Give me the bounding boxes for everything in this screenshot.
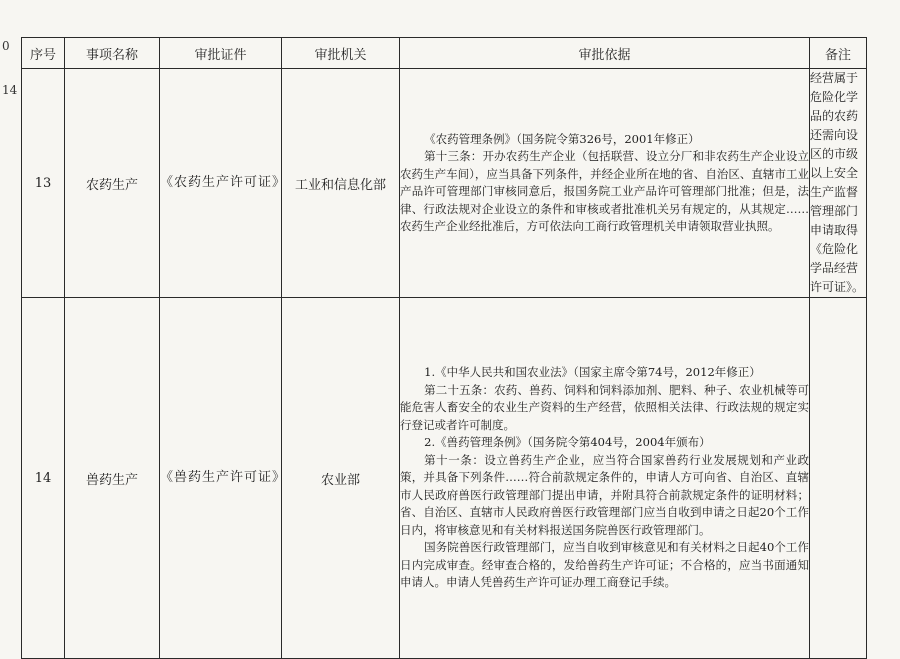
row-basis bbox=[400, 69, 810, 298]
row-authority: 工业和信息化部 bbox=[282, 69, 400, 298]
table-row bbox=[22, 298, 867, 659]
row-item-name: 农药生产 bbox=[65, 69, 160, 298]
row-basis bbox=[400, 298, 810, 659]
basis-paragraph: 2.《兽药管理条例》（国务院令第404号，2004年颁布） bbox=[424, 435, 711, 450]
header-authority: 审批机关 bbox=[282, 38, 400, 69]
basis-paragraph: 第十一条：设立兽药生产企业，应当符合国家兽药行业发展规划和产业政策，并具备下列条件……符合前款规定条件的，申请人方可向省、自治区、直辖市人民政府兽医行政管理部门提出申请，并附具符合前款规定条件的证明材料；省、自治区、直辖市人民政府兽医行政管理部门应当自收到申请之日起20个工作日内，将审核意见和有关材料报送国务院兽医行政管理部门。 bbox=[400, 452, 809, 537]
row-item-name: 兽药生产 bbox=[65, 298, 160, 659]
header-no: 序号 bbox=[22, 38, 65, 69]
row-no: 13 bbox=[22, 69, 65, 298]
row-certificate: 《农药生产许可证》 bbox=[160, 69, 282, 298]
header-certificate: 审批证件 bbox=[160, 38, 282, 69]
row-certificate: 《兽药生产许可证》 bbox=[160, 298, 282, 659]
row-note: 经营属于危险化学品的农药还需向设区的市级以上安全生产监督管理部门申请取得《危险化学品经营许可证》。 bbox=[810, 69, 867, 298]
header-basis: 审批依据 bbox=[400, 38, 810, 69]
table-header-row bbox=[22, 38, 867, 69]
basis-paragraph: 国务院兽医行政管理部门，应当自收到审核意见和有关材料之日起40个工作日内完成审查。经审查合格的，发给兽药生产许可证；不合格的，应当书面通知申请人。申请人凭兽药生产许可证办理工商登记手续。 bbox=[400, 540, 809, 590]
header-item-name: 事项名称 bbox=[65, 38, 160, 69]
row-no: 14 bbox=[22, 298, 65, 659]
basis-paragraph: 《农药管理条例》（国务院令第326号，2001年修正） bbox=[424, 131, 700, 146]
row-note bbox=[810, 298, 867, 659]
basis-paragraph: 第十三条：开办农药生产企业（包括联营、设立分厂和非农药生产企业设立农药生产车间），应当具备下列条件，并经企业所在地的省、自治区、直辖市工业产品许可管理部门审核同意后，报国务院工业产品许可管理部门批准；但是，法律、行政法规对企业设立的条件和审核或者批准机关另有规定的，从其规定……农药生产企业经批准后，方可依法向工商行政管理机关申请领取营业执照。 bbox=[400, 149, 809, 233]
margin-page-number: 14 bbox=[2, 83, 18, 97]
margin-page-mark: 0 bbox=[2, 39, 10, 53]
basis-paragraph: 第二十五条：农药、兽药、饲料和饲料添加剂、肥料、种子、农业机械等可能危害人畜安全的农业生产资料的生产经营，依照相关法律、行政法规的规定实行登记或者许可制度。 bbox=[400, 382, 809, 432]
table-row bbox=[22, 69, 867, 298]
row-authority: 农业部 bbox=[282, 298, 400, 659]
approval-items-table bbox=[21, 37, 867, 659]
basis-paragraph: 1.《中华人民共和国农业法》（国家主席令第74号，2012年修正） bbox=[424, 365, 761, 380]
header-note: 备注 bbox=[810, 38, 867, 69]
